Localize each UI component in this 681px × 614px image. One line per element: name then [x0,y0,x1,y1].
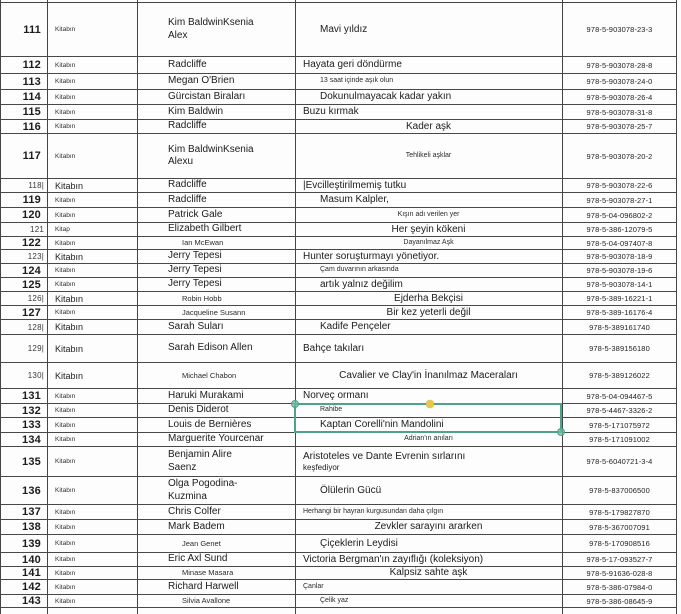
cell-book-label[interactable]: Kitabın [55,508,76,516]
cell-isbn[interactable]: 978-5-04-096802-2 [586,210,653,220]
cell-title[interactable] [296,57,561,73]
text-line: Bir kez yeterli değil [386,306,471,318]
table-body [0,2,677,608]
cell-isbn[interactable]: 978-5-389-16221-1 [586,294,653,303]
cell-title[interactable] [296,447,561,476]
cell-isbn[interactable]: 978-5-903078-25-7 [586,122,653,131]
text-line: Çam duvarının arkasında [320,266,399,274]
cell-isbn[interactable]: 978-5-386-07984-0 [586,582,653,592]
cell-author[interactable] [138,134,294,178]
cell-book-label[interactable]: Kitabın [55,523,76,531]
text-line: Haruki Murakami [168,389,244,401]
cell-isbn[interactable]: 978-5-903078-23-3 [586,25,653,34]
cell-row-number[interactable]: 122 [22,237,41,249]
cell-isbn[interactable]: 978-5-179827870 [589,507,650,517]
text-line: Dokunulmayacak kadar yakın [320,91,452,102]
cell-row-number[interactable]: 125 [22,278,41,291]
cell-book-label[interactable]: Kitabın [55,26,76,33]
cell-isbn[interactable]: 978-5-903078-28-8 [586,60,653,70]
text-line: Sarah Edison Allen [168,342,253,354]
cell-title[interactable] [296,433,561,446]
text-line: Radcliffe [168,193,207,205]
cell-title[interactable] [296,179,561,192]
text-line: Ejderha Bekçisi [394,292,463,304]
cell-book-label[interactable]: Kitabın [55,293,84,304]
cell-author[interactable] [138,389,294,403]
table-row-134 [0,433,677,447]
cell-isbn[interactable]: 978-5-389-16176-4 [586,308,653,317]
cell-title[interactable] [296,264,561,277]
cell-book-label[interactable]: Kitabın [55,421,76,429]
cell-isbn[interactable]: 978-5-903078-19-6 [586,266,653,275]
cell-book-label[interactable]: Kitabın [55,322,84,332]
text-line: Alexu [168,156,194,167]
cell-author[interactable] [138,306,294,319]
text-line: Norveç ormanı [303,390,369,401]
cell-title[interactable] [296,74,561,89]
cell-isbn[interactable]: 978-5-903078-26-4 [586,92,653,102]
cell-row-number[interactable]: 115 [22,106,41,118]
cell-book-label[interactable]: Kitabın [55,556,76,563]
cell-author[interactable] [138,292,294,305]
table-row-116 [0,120,677,134]
table-row-114 [0,90,677,105]
table-row-131 [0,389,677,404]
text-line: Adrian'ın anıları [404,435,453,443]
cell-row-number[interactable]: 141 [22,567,41,579]
table-row-143 [0,595,677,608]
table-row-138 [0,520,677,535]
cell-row-number[interactable]: 117 [22,150,41,162]
text-line: Kalpsiz sahte aşk [389,567,468,578]
cell-book-label[interactable]: Kitabın [55,152,76,160]
cell-isbn[interactable]: 978-5-386-12079-5 [586,225,653,234]
cell-author[interactable] [138,193,294,207]
text-line: Saenz [168,461,197,473]
table-row-117 [0,134,677,179]
cell-book-label[interactable]: Kitabın [55,309,76,316]
text-line: Kim BaldwinKsenia [168,17,254,28]
text-line: Michael Chabon [182,370,237,380]
selection-handle-bottom-right[interactable] [557,428,565,436]
text-line: Kadife Pençeler [320,321,391,332]
cell-title[interactable] [296,3,561,56]
table-row-112 [0,57,677,74]
table-row-130 [0,363,677,389]
cell-book-label[interactable]: Kitabın [55,597,76,605]
text-line: Denis Diderot [168,404,229,416]
cell-isbn[interactable]: 978-5-903078-18-9 [586,252,653,261]
cell-title[interactable] [296,553,561,566]
cell-row-number[interactable]: 113 [22,75,41,88]
cell-book-label[interactable]: Kitabın [55,267,76,274]
text-line: Silvia Avallone [182,596,231,606]
cell-row-number[interactable]: 142 [22,581,41,593]
text-line: Sarah Suları [168,320,224,332]
cell-row-number[interactable]: 131 [22,390,41,402]
cell-book-label[interactable]: Kitabın [55,583,76,591]
cell-title[interactable] [296,335,561,362]
table-row-126 [0,292,677,306]
cell-author[interactable] [138,179,294,192]
table-row-111 [0,3,677,57]
text-line: Eric Axl Sund [168,553,228,565]
cell-row-number[interactable]: 123| [27,252,44,261]
cell-title[interactable] [296,292,561,305]
cell-title[interactable] [296,105,561,119]
cell-isbn[interactable]: 978-5-837006500 [589,486,650,495]
cell-row-number[interactable]: 137 [22,506,41,518]
table-row-124 [0,264,677,278]
text-line: Megan O'Brien [168,75,235,87]
table-row-135 [0,447,677,477]
cell-title[interactable] [296,363,561,388]
cell-title[interactable] [296,580,561,594]
cell-book-label[interactable]: Kitabın [55,540,76,547]
cell-isbn[interactable]: 978-5-171075972 [589,420,650,430]
cell-author[interactable] [138,433,294,446]
text-line: Patrick Gale [168,208,223,220]
text-line: 13 saat içinde aşık olun [320,77,394,85]
text-line: |Evcilleştirilmemiş tutku [303,179,407,191]
table-row-115 [0,105,677,120]
cell-isbn[interactable]: 978-5-903078-22-6 [586,181,653,190]
cell-title[interactable] [296,223,561,236]
text-line: Tehlikeli aşklar [405,151,452,159]
cell-row-number[interactable]: 134 [22,433,41,446]
text-line: Elizabeth Gilbert [168,223,242,235]
table-row-120 [0,208,677,223]
text-line: Radcliffe [168,58,207,70]
cell-row-number[interactable]: 118| [28,181,44,190]
cell-author[interactable] [138,418,294,432]
cell-book-label[interactable]: Kitabın [55,196,76,204]
text-line: Alex [168,29,188,41]
text-line: Benjamin Alire [168,449,232,460]
cell-isbn[interactable]: 978-5-04-094467-5 [586,391,653,401]
text-line: Rahibe [320,406,343,414]
text-line: Radcliffe [168,179,207,191]
table-row-128 [0,320,677,335]
cell-author[interactable] [138,264,294,277]
cell-book-label[interactable]: Kitabın [55,78,76,85]
cell-row-number[interactable]: 132 [22,404,41,417]
cell-author[interactable] [138,580,294,594]
text-line: Victoria Bergman'ın zayıflığı (koleksiyon) [303,553,484,565]
cell-isbn[interactable]: 978-5-903078-14-1 [586,280,653,289]
text-line: artık yalnız değilim [320,278,403,290]
text-line: Jerry Tepesi [168,264,222,276]
cell-row-number[interactable]: 111 [23,23,41,36]
cell-row-number[interactable]: 133 [22,419,41,431]
cell-isbn[interactable]: 978-5-903078-31-8 [586,107,653,117]
cell-title[interactable] [296,237,561,249]
text-line: Kader aşk [405,120,452,132]
cell-author[interactable] [138,278,294,291]
cell-book-label[interactable]: Kitabın [55,343,84,354]
cell-row-number[interactable]: 140 [22,553,41,566]
cell-book-label[interactable]: Kitabın [55,123,76,130]
cell-author[interactable] [138,535,294,552]
cell-row-number[interactable]: 129| [27,344,44,353]
text-line: Her şeyin kökeni [391,223,466,235]
cell-row-number[interactable]: 121 [30,225,44,234]
text-line: Zevkler sarayını ararken [374,521,483,532]
cell-row-number[interactable]: 139 [22,537,41,550]
table-row-113 [0,74,677,90]
cell-isbn[interactable]: 978-5-171091002 [589,435,650,444]
cell-row-number[interactable]: 143 [22,595,41,607]
text-line: Hunter soruşturmayı yönetiyor. [303,250,440,262]
cell-author[interactable] [138,335,294,362]
cell-book-label[interactable]: Kitabın [55,569,76,577]
cell-isbn[interactable]: 978-5-386-08645-9 [586,596,653,606]
text-line: Herhangi bir hayran kurgusundan daha çılgın [303,507,444,515]
selection-top-dot[interactable] [426,400,434,408]
cell-author[interactable] [138,404,294,417]
text-line: Minase Masara [182,568,234,578]
cell-book-label[interactable]: Kitabın [55,61,76,69]
cell-author[interactable] [138,447,294,476]
table-row-136 [0,477,677,505]
cell-title[interactable] [296,120,561,133]
cell-row-number[interactable]: 135 [22,455,41,468]
cell-author[interactable] [138,57,294,73]
cell-isbn[interactable]: 978-5-17-093527-7 [586,555,653,564]
cell-book-label[interactable]: Kitabın [55,407,76,414]
text-line: Mavi yıldız [320,23,368,35]
text-line: Çanlar [303,582,324,590]
cell-book-label[interactable]: Kitabın [55,108,76,116]
cell-author[interactable] [138,120,294,133]
cell-author[interactable] [138,520,294,534]
cell-book-label[interactable]: Kitabın [55,251,84,262]
table-row-139 [0,535,677,553]
cell-book-label[interactable]: Kitabın [55,211,76,219]
table-row-142 [0,580,677,595]
text-line: Kim BaldwinKsenia [168,143,254,155]
table-row-140 [0,553,677,567]
text-line: Kaptan Corelli'nin Mandolini [320,419,444,430]
cell-isbn[interactable]: 978-5-6040721-3-4 [586,457,653,466]
cell-title[interactable] [296,250,561,263]
cell-author[interactable] [138,74,294,89]
text-line: Ian McEwan [182,238,224,248]
table-row-118 [0,179,677,193]
table-row-119 [0,193,677,208]
cell-book-label[interactable]: Kitabın [55,239,76,247]
text-line: Jacqueline Susann [182,307,246,317]
cell-row-number[interactable]: 119 [22,194,41,206]
cell-title[interactable] [296,134,561,178]
cell-book-label[interactable]: Kitabın [55,436,76,443]
cell-author[interactable] [138,223,294,236]
selection-handle-top-left[interactable] [291,400,299,408]
text-line: Robin Hobb [182,293,222,303]
cell-author[interactable] [138,553,294,566]
cell-title[interactable] [296,535,561,552]
cell-author[interactable] [138,90,294,104]
text-line: Jean Genet [182,538,221,548]
text-line: Dayanılmaz Aşk [403,238,454,246]
cell-isbn[interactable]: 978-5-389126022 [589,371,650,380]
cell-author[interactable] [138,595,294,607]
cell-author[interactable] [138,105,294,119]
cell-title[interactable] [296,595,561,607]
text-line: Gürcistan Biraları [168,90,246,102]
cell-title[interactable] [296,520,561,534]
text-line: Çiçeklerin Leydisi [320,537,398,549]
table-row-127 [0,306,677,320]
cell-title[interactable] [296,320,561,334]
text-line: keşfediyor [303,462,340,472]
cell-row-number[interactable]: 116 [22,120,41,133]
cell-isbn[interactable]: 978-5-903078-20-2 [586,151,653,161]
cell-title[interactable] [296,278,561,291]
cell-row-number[interactable]: 126| [27,294,44,303]
cell-row-number[interactable]: 120 [22,209,41,221]
table-row-121 [0,223,677,237]
cell-row-number[interactable]: 112 [22,59,41,71]
text-line: Louis de Bernières [168,418,252,430]
text-line: Kuzmina [168,490,207,502]
table-row-141 [0,567,677,580]
text-line: Mark Badem [168,520,225,532]
text-line: Radcliffe [168,120,207,132]
cell-author[interactable] [138,477,294,504]
cell-row-number[interactable]: 138 [22,521,41,533]
text-line: Çelik yaz [320,596,349,604]
text-line: Cavalier ve Clay'in İnanılmaz Maceraları [339,369,518,381]
cell-isbn[interactable]: 978-5-389156180 [589,344,650,353]
cell-author[interactable] [138,250,294,263]
cell-book-label[interactable]: Kitabın [55,370,84,381]
cell-row-number[interactable]: 127 [22,306,41,319]
text-line: Kim Baldwin [168,105,224,117]
cell-author[interactable] [138,505,294,519]
cell-title[interactable] [296,505,561,519]
cell-isbn[interactable]: 978-5-04-097407-8 [586,238,653,248]
text-line: Chris Colfer [168,505,221,517]
text-line: Buzu kırmak [303,106,359,117]
text-line: Marguerite Yourcenar [168,433,264,445]
table-row-122 [0,237,677,250]
cell-row-number[interactable]: 128| [27,322,44,332]
cell-row-number[interactable]: 130| [27,371,44,380]
cell-book-label[interactable]: Kitap [55,226,70,233]
cell-title[interactable] [296,90,561,104]
cell-title[interactable] [296,567,561,579]
text-line: Olga Pogodina- [168,478,238,489]
text-line: Hayata geri döndürme [303,59,402,70]
text-line: Aristoteles ve Dante Evrenin sırlarını [303,450,466,462]
table-row-125 [0,278,677,292]
cell-isbn[interactable]: 978-5-170908516 [589,539,650,548]
cell-isbn[interactable]: 978-5-903078-24-0 [586,77,653,86]
cell-author[interactable] [138,363,294,388]
cell-book-label[interactable]: Kitabın [55,487,76,494]
table-row-129 [0,335,677,363]
cell-author[interactable] [138,237,294,249]
text-line: Jerry Tepesi [168,278,222,290]
cell-book-label[interactable]: Kitabın [55,93,76,101]
text-line: Bahçe takıları [303,342,365,354]
cell-title[interactable] [296,193,561,207]
cell-row-number[interactable]: 114 [22,91,41,103]
cell-title[interactable] [296,208,561,222]
cell-author[interactable] [138,208,294,222]
cell-row-number[interactable]: 136 [22,484,41,497]
cell-isbn[interactable]: 978-5-4467-3326-2 [586,406,653,415]
cell-author[interactable] [138,320,294,334]
table-row-137 [0,505,677,520]
cell-row-number[interactable]: 124 [22,264,41,277]
text-line: Ölülerin Gücü [320,484,382,496]
cell-book-label[interactable]: Kitabın [55,180,84,191]
text-line: Richard Harwell [168,580,239,592]
cell-author[interactable] [138,567,294,579]
cell-book-label[interactable]: Kitabın [55,392,76,400]
cell-isbn[interactable]: 978-5-389161740 [589,322,650,332]
cell-isbn[interactable]: 978-5-367007091 [589,522,650,532]
text-line: Kışın adı verilen yer [397,210,460,218]
cell-book-label[interactable]: Kitabın [55,458,76,465]
cell-book-label[interactable]: Kitabın [55,281,76,288]
text-line: Masum Kalpler, [320,194,389,205]
cell-author[interactable] [138,3,294,56]
cell-isbn[interactable]: 978-5-903078-27-1 [586,195,653,205]
text-line: Jerry Tepesi [168,250,222,262]
table-row-123 [0,250,677,264]
cell-title[interactable] [296,477,561,504]
cell-isbn[interactable]: 978-5-91636-028-8 [586,568,653,578]
cell-title[interactable] [296,306,561,319]
selection-box [294,403,562,433]
